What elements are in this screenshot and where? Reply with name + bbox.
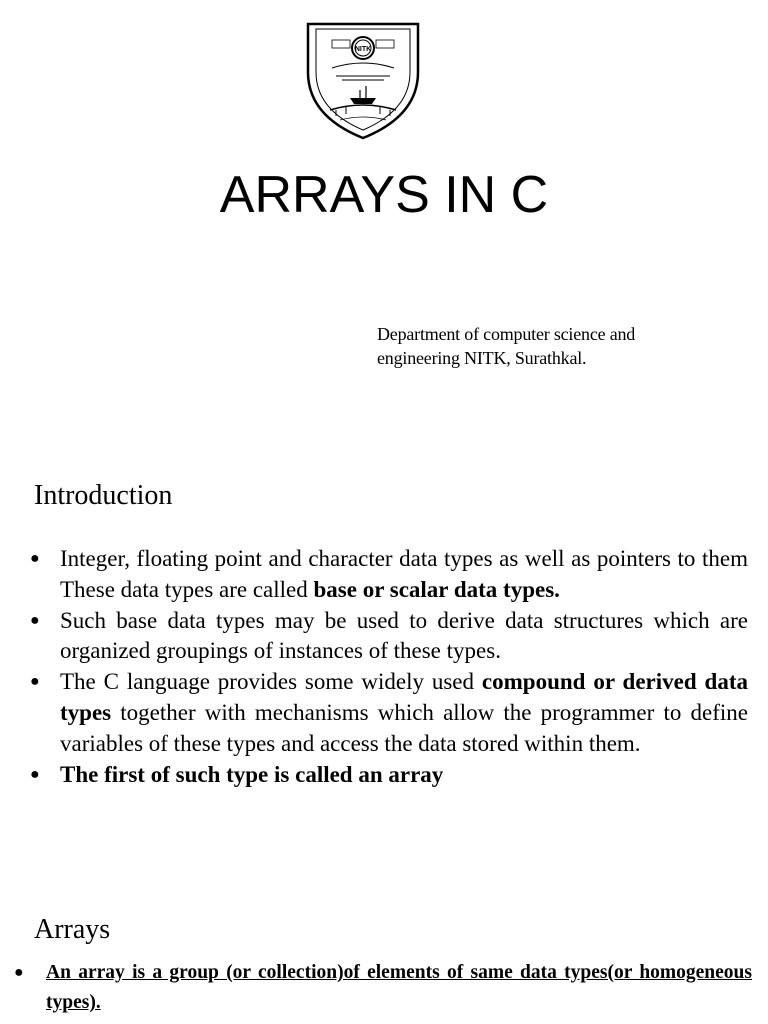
list-item: ● The first of such type is called an array: [30, 760, 748, 791]
list-item: ● Integer, floating point and character data types as well as pointers to them These data types are called base or scalar data types.: [30, 546, 748, 602]
bullet-icon: ●: [30, 611, 40, 629]
introduction-list: [30, 544, 748, 790]
arrays-list: [14, 958, 752, 1018]
arrays-heading: Arrays: [34, 914, 111, 945]
nitk-seal-icon: [302, 20, 424, 140]
page-title: ARRAYS IN C: [219, 166, 549, 224]
department-info: [377, 322, 737, 370]
list-item: ● The C language provides some widely used compound or derived data types together with mechanisms which allow the programmer to define variables of these types and access the data stored within them.: [30, 669, 748, 756]
list-item: ● Such base data types may be used to derive data structures which are organized groupings of instances of these types.: [30, 607, 748, 664]
svg-text:NITK: NITK: [354, 46, 372, 53]
department-line-1: Department of computer science and: [377, 324, 636, 344]
list-item: ● An array is a group (or collection)of elements of same data types(or homogeneous types).: [14, 958, 752, 1018]
department-line-2: engineering NITK, Surathkal.: [377, 348, 587, 368]
bullet-icon: ●: [30, 673, 40, 691]
bullet-icon: ●: [30, 550, 40, 567]
bullet-icon: ●: [14, 964, 24, 981]
bullet-icon: ●: [30, 765, 40, 783]
introduction-heading: Introduction: [34, 480, 173, 511]
